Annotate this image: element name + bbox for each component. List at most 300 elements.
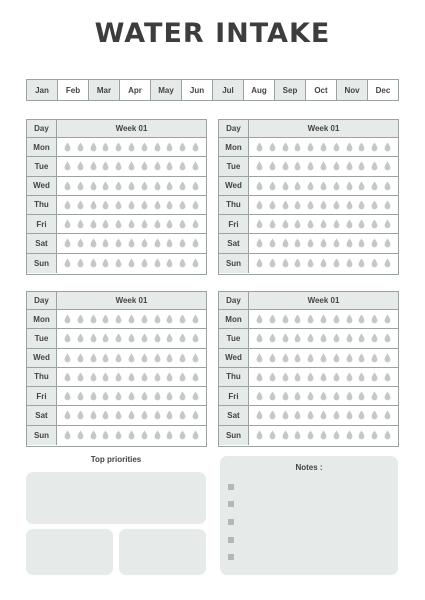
water-drop-icon[interactable] [294, 391, 301, 401]
water-drop-icon[interactable] [269, 430, 276, 440]
water-drop-icon[interactable] [384, 391, 391, 401]
water-drop-icon[interactable] [358, 142, 365, 152]
water-drop-icon[interactable] [294, 314, 301, 324]
water-drop-icon[interactable] [154, 238, 161, 248]
water-drop-icon[interactable] [77, 181, 84, 191]
water-drop-icon[interactable] [179, 372, 186, 382]
water-drop-icon[interactable] [77, 353, 84, 363]
water-drop-icon[interactable] [141, 314, 148, 324]
water-drop-icon[interactable] [166, 142, 173, 152]
water-drop-icon[interactable] [256, 333, 263, 343]
water-drop-icon[interactable] [269, 314, 276, 324]
water-drop-icon[interactable] [90, 200, 97, 210]
water-drop-icon[interactable] [307, 333, 314, 343]
water-drop-icon[interactable] [256, 372, 263, 382]
water-drop-icon[interactable] [282, 219, 289, 229]
water-drop-icon[interactable] [358, 181, 365, 191]
water-drop-icon[interactable] [179, 142, 186, 152]
month-oct[interactable]: Oct [306, 80, 337, 100]
water-drop-icon[interactable] [166, 391, 173, 401]
water-drop-icon[interactable] [128, 430, 135, 440]
water-drop-icon[interactable] [307, 372, 314, 382]
water-drop-icon[interactable] [333, 181, 340, 191]
water-drop-icon[interactable] [294, 238, 301, 248]
water-drop-icon[interactable] [333, 219, 340, 229]
water-drop-icon[interactable] [384, 430, 391, 440]
water-drop-icon[interactable] [141, 219, 148, 229]
water-drop-icon[interactable] [320, 430, 327, 440]
water-drop-icon[interactable] [77, 410, 84, 420]
water-drop-icon[interactable] [294, 372, 301, 382]
water-drop-icon[interactable] [333, 391, 340, 401]
water-drop-icon[interactable] [192, 258, 199, 268]
water-drop-icon[interactable] [346, 314, 353, 324]
water-drop-icon[interactable] [371, 333, 378, 343]
water-drop-icon[interactable] [282, 314, 289, 324]
water-drop-icon[interactable] [358, 410, 365, 420]
water-drop-icon[interactable] [128, 410, 135, 420]
month-nov[interactable]: Nov [337, 80, 368, 100]
water-drop-icon[interactable] [256, 161, 263, 171]
water-drop-icon[interactable] [141, 391, 148, 401]
month-jul[interactable]: Jul [213, 80, 244, 100]
water-drop-icon[interactable] [141, 238, 148, 248]
water-drop-icon[interactable] [269, 161, 276, 171]
water-drop-icon[interactable] [320, 258, 327, 268]
water-drop-icon[interactable] [333, 258, 340, 268]
water-drop-icon[interactable] [333, 333, 340, 343]
water-drop-icon[interactable] [346, 430, 353, 440]
water-drop-icon[interactable] [358, 353, 365, 363]
water-drop-icon[interactable] [115, 391, 122, 401]
water-drop-icon[interactable] [64, 219, 71, 229]
water-drop-icon[interactable] [102, 142, 109, 152]
water-drop-icon[interactable] [333, 353, 340, 363]
water-drop-icon[interactable] [154, 258, 161, 268]
water-drop-icon[interactable] [282, 430, 289, 440]
water-drop-icon[interactable] [154, 219, 161, 229]
water-drop-icon[interactable] [192, 161, 199, 171]
water-drop-icon[interactable] [269, 353, 276, 363]
water-drop-icon[interactable] [320, 142, 327, 152]
water-drop-icon[interactable] [102, 410, 109, 420]
water-drop-icon[interactable] [102, 333, 109, 343]
water-drop-icon[interactable] [384, 142, 391, 152]
water-drop-icon[interactable] [358, 333, 365, 343]
water-drop-icon[interactable] [154, 333, 161, 343]
water-drop-icon[interactable] [154, 181, 161, 191]
water-drop-icon[interactable] [77, 238, 84, 248]
water-drop-icon[interactable] [269, 372, 276, 382]
water-drop-icon[interactable] [256, 200, 263, 210]
water-drop-icon[interactable] [371, 372, 378, 382]
water-drop-icon[interactable] [269, 410, 276, 420]
water-drop-icon[interactable] [166, 333, 173, 343]
water-drop-icon[interactable] [179, 219, 186, 229]
water-drop-icon[interactable] [320, 181, 327, 191]
water-drop-icon[interactable] [256, 410, 263, 420]
water-drop-icon[interactable] [256, 238, 263, 248]
water-drop-icon[interactable] [141, 258, 148, 268]
water-drop-icon[interactable] [64, 314, 71, 324]
water-drop-icon[interactable] [320, 200, 327, 210]
water-drop-icon[interactable] [358, 391, 365, 401]
month-may[interactable]: May [151, 80, 182, 100]
water-drop-icon[interactable] [371, 410, 378, 420]
water-drop-icon[interactable] [282, 181, 289, 191]
water-drop-icon[interactable] [371, 200, 378, 210]
water-drop-icon[interactable] [141, 333, 148, 343]
water-drop-icon[interactable] [128, 200, 135, 210]
month-apr[interactable]: Apr [120, 80, 151, 100]
water-drop-icon[interactable] [294, 430, 301, 440]
month-dec[interactable]: Dec [375, 85, 391, 95]
water-drop-icon[interactable] [282, 142, 289, 152]
water-drop-icon[interactable] [90, 391, 97, 401]
water-drop-icon[interactable] [128, 353, 135, 363]
water-drop-icon[interactable] [256, 314, 263, 324]
water-drop-icon[interactable] [154, 353, 161, 363]
water-drop-icon[interactable] [128, 314, 135, 324]
water-drop-icon[interactable] [358, 161, 365, 171]
water-drop-icon[interactable] [384, 238, 391, 248]
water-drop-icon[interactable] [128, 219, 135, 229]
water-drop-icon[interactable] [64, 430, 71, 440]
water-drop-icon[interactable] [307, 200, 314, 210]
water-drop-icon[interactable] [115, 430, 122, 440]
water-drop-icon[interactable] [346, 333, 353, 343]
priority-box-left[interactable] [26, 529, 113, 575]
water-drop-icon[interactable] [269, 219, 276, 229]
water-drop-icon[interactable] [307, 410, 314, 420]
water-drop-icon[interactable] [128, 181, 135, 191]
water-drop-icon[interactable] [371, 142, 378, 152]
notes-panel[interactable] [220, 456, 398, 575]
water-drop-icon[interactable] [179, 391, 186, 401]
water-drop-icon[interactable] [141, 181, 148, 191]
water-drop-icon[interactable] [269, 181, 276, 191]
water-drop-icon[interactable] [282, 161, 289, 171]
water-drop-icon[interactable] [346, 353, 353, 363]
water-drop-icon[interactable] [307, 161, 314, 171]
water-drop-icon[interactable] [333, 200, 340, 210]
water-drop-icon[interactable] [90, 430, 97, 440]
water-drop-icon[interactable] [115, 333, 122, 343]
water-drop-icon[interactable] [77, 142, 84, 152]
water-drop-icon[interactable] [282, 238, 289, 248]
water-drop-icon[interactable] [256, 391, 263, 401]
water-drop-icon[interactable] [358, 200, 365, 210]
water-drop-icon[interactable] [282, 258, 289, 268]
water-drop-icon[interactable] [90, 410, 97, 420]
water-drop-icon[interactable] [282, 353, 289, 363]
water-drop-icon[interactable] [141, 142, 148, 152]
water-drop-icon[interactable] [179, 410, 186, 420]
water-drop-icon[interactable] [333, 238, 340, 248]
water-drop-icon[interactable] [64, 181, 71, 191]
water-drop-icon[interactable] [358, 238, 365, 248]
water-drop-icon[interactable] [294, 161, 301, 171]
water-drop-icon[interactable] [192, 200, 199, 210]
water-drop-icon[interactable] [307, 219, 314, 229]
water-drop-icon[interactable] [64, 258, 71, 268]
water-drop-icon[interactable] [154, 314, 161, 324]
water-drop-icon[interactable] [333, 410, 340, 420]
water-drop-icon[interactable] [102, 391, 109, 401]
water-drop-icon[interactable] [192, 142, 199, 152]
water-drop-icon[interactable] [320, 391, 327, 401]
water-drop-icon[interactable] [166, 200, 173, 210]
water-drop-icon[interactable] [141, 372, 148, 382]
water-drop-icon[interactable] [128, 258, 135, 268]
water-drop-icon[interactable] [294, 219, 301, 229]
water-drop-icon[interactable] [77, 258, 84, 268]
water-drop-icon[interactable] [166, 181, 173, 191]
water-drop-icon[interactable] [256, 258, 263, 268]
water-drop-icon[interactable] [179, 430, 186, 440]
water-drop-icon[interactable] [179, 333, 186, 343]
water-drop-icon[interactable] [77, 430, 84, 440]
water-drop-icon[interactable] [384, 200, 391, 210]
water-drop-icon[interactable] [371, 161, 378, 171]
water-drop-icon[interactable] [64, 238, 71, 248]
month-mar[interactable]: Mar [89, 80, 120, 100]
water-drop-icon[interactable] [128, 238, 135, 248]
water-drop-icon[interactable] [179, 200, 186, 210]
water-drop-icon[interactable] [346, 391, 353, 401]
water-drop-icon[interactable] [346, 219, 353, 229]
water-drop-icon[interactable] [358, 219, 365, 229]
water-drop-icon[interactable] [346, 200, 353, 210]
water-drop-icon[interactable] [115, 219, 122, 229]
water-drop-icon[interactable] [371, 219, 378, 229]
water-drop-icon[interactable] [294, 200, 301, 210]
water-drop-icon[interactable] [128, 333, 135, 343]
water-drop-icon[interactable] [269, 200, 276, 210]
water-drop-icon[interactable] [371, 238, 378, 248]
water-drop-icon[interactable] [256, 142, 263, 152]
water-drop-icon[interactable] [269, 238, 276, 248]
water-drop-icon[interactable] [307, 181, 314, 191]
water-drop-icon[interactable] [192, 391, 199, 401]
water-drop-icon[interactable] [192, 430, 199, 440]
month-jun[interactable]: Jun [182, 80, 213, 100]
water-drop-icon[interactable] [371, 314, 378, 324]
water-drop-icon[interactable] [294, 353, 301, 363]
water-drop-icon[interactable] [320, 161, 327, 171]
water-drop-icon[interactable] [192, 353, 199, 363]
water-drop-icon[interactable] [384, 258, 391, 268]
water-drop-icon[interactable] [282, 200, 289, 210]
water-drop-icon[interactable] [256, 430, 263, 440]
water-drop-icon[interactable] [64, 200, 71, 210]
water-drop-icon[interactable] [102, 219, 109, 229]
water-drop-icon[interactable] [294, 142, 301, 152]
water-drop-icon[interactable] [320, 238, 327, 248]
water-drop-icon[interactable] [90, 161, 97, 171]
water-drop-icon[interactable] [128, 161, 135, 171]
water-drop-icon[interactable] [307, 142, 314, 152]
water-drop-icon[interactable] [64, 410, 71, 420]
water-drop-icon[interactable] [294, 333, 301, 343]
water-drop-icon[interactable] [384, 181, 391, 191]
water-drop-icon[interactable] [90, 238, 97, 248]
water-drop-icon[interactable] [179, 353, 186, 363]
water-drop-icon[interactable] [154, 372, 161, 382]
water-drop-icon[interactable] [64, 142, 71, 152]
water-drop-icon[interactable] [358, 258, 365, 268]
water-drop-icon[interactable] [166, 353, 173, 363]
water-drop-icon[interactable] [77, 200, 84, 210]
water-drop-icon[interactable] [333, 372, 340, 382]
water-drop-icon[interactable] [307, 391, 314, 401]
water-drop-icon[interactable] [320, 410, 327, 420]
water-drop-icon[interactable] [166, 238, 173, 248]
month-aug[interactable]: Aug [244, 80, 275, 100]
water-drop-icon[interactable] [166, 430, 173, 440]
water-drop-icon[interactable] [320, 353, 327, 363]
water-drop-icon[interactable] [102, 353, 109, 363]
water-drop-icon[interactable] [346, 258, 353, 268]
water-drop-icon[interactable] [154, 391, 161, 401]
water-drop-icon[interactable] [102, 314, 109, 324]
water-drop-icon[interactable] [179, 161, 186, 171]
water-drop-icon[interactable] [102, 161, 109, 171]
water-drop-icon[interactable] [77, 333, 84, 343]
water-drop-icon[interactable] [269, 258, 276, 268]
water-drop-icon[interactable] [269, 142, 276, 152]
water-drop-icon[interactable] [141, 353, 148, 363]
water-drop-icon[interactable] [154, 161, 161, 171]
water-drop-icon[interactable] [358, 372, 365, 382]
water-drop-icon[interactable] [179, 238, 186, 248]
water-drop-icon[interactable] [128, 142, 135, 152]
water-drop-icon[interactable] [141, 430, 148, 440]
water-drop-icon[interactable] [371, 258, 378, 268]
water-drop-icon[interactable] [192, 181, 199, 191]
water-drop-icon[interactable] [77, 161, 84, 171]
priority-box-right[interactable] [119, 529, 206, 575]
water-drop-icon[interactable] [64, 161, 71, 171]
water-drop-icon[interactable] [384, 161, 391, 171]
water-drop-icon[interactable] [346, 142, 353, 152]
water-drop-icon[interactable] [115, 258, 122, 268]
water-drop-icon[interactable] [346, 410, 353, 420]
water-drop-icon[interactable] [64, 333, 71, 343]
water-drop-icon[interactable] [333, 430, 340, 440]
water-drop-icon[interactable] [102, 372, 109, 382]
water-drop-icon[interactable] [384, 372, 391, 382]
water-drop-icon[interactable] [384, 410, 391, 420]
water-drop-icon[interactable] [115, 181, 122, 191]
water-drop-icon[interactable] [128, 391, 135, 401]
water-drop-icon[interactable] [115, 238, 122, 248]
water-drop-icon[interactable] [358, 314, 365, 324]
water-drop-icon[interactable] [115, 200, 122, 210]
water-drop-icon[interactable] [371, 353, 378, 363]
water-drop-icon[interactable] [192, 410, 199, 420]
water-drop-icon[interactable] [115, 161, 122, 171]
water-drop-icon[interactable] [90, 258, 97, 268]
water-drop-icon[interactable] [102, 238, 109, 248]
water-drop-icon[interactable] [294, 410, 301, 420]
water-drop-icon[interactable] [282, 372, 289, 382]
water-drop-icon[interactable] [179, 181, 186, 191]
water-drop-icon[interactable] [166, 410, 173, 420]
water-drop-icon[interactable] [320, 333, 327, 343]
water-drop-icon[interactable] [90, 181, 97, 191]
water-drop-icon[interactable] [102, 200, 109, 210]
water-drop-icon[interactable] [90, 372, 97, 382]
water-drop-icon[interactable] [282, 410, 289, 420]
water-drop-icon[interactable] [333, 142, 340, 152]
water-drop-icon[interactable] [141, 410, 148, 420]
water-drop-icon[interactable] [64, 353, 71, 363]
water-drop-icon[interactable] [307, 353, 314, 363]
water-drop-icon[interactable] [269, 391, 276, 401]
water-drop-icon[interactable] [128, 372, 135, 382]
water-drop-icon[interactable] [77, 219, 84, 229]
water-drop-icon[interactable] [166, 258, 173, 268]
water-drop-icon[interactable] [346, 161, 353, 171]
water-drop-icon[interactable] [90, 353, 97, 363]
water-drop-icon[interactable] [64, 391, 71, 401]
water-drop-icon[interactable] [154, 430, 161, 440]
water-drop-icon[interactable] [154, 200, 161, 210]
water-drop-icon[interactable] [102, 181, 109, 191]
water-drop-icon[interactable] [77, 372, 84, 382]
water-drop-icon[interactable] [166, 161, 173, 171]
water-drop-icon[interactable] [333, 161, 340, 171]
water-drop-icon[interactable] [371, 430, 378, 440]
water-drop-icon[interactable] [346, 372, 353, 382]
water-drop-icon[interactable] [384, 219, 391, 229]
water-drop-icon[interactable] [154, 410, 161, 420]
water-drop-icon[interactable] [320, 372, 327, 382]
water-drop-icon[interactable] [90, 314, 97, 324]
water-drop-icon[interactable] [90, 333, 97, 343]
water-drop-icon[interactable] [269, 333, 276, 343]
water-drop-icon[interactable] [282, 333, 289, 343]
water-drop-icon[interactable] [384, 333, 391, 343]
water-drop-icon[interactable] [256, 181, 263, 191]
month-sep[interactable]: Sep [275, 80, 306, 100]
water-drop-icon[interactable] [115, 142, 122, 152]
water-drop-icon[interactable] [384, 353, 391, 363]
water-drop-icon[interactable] [371, 181, 378, 191]
water-drop-icon[interactable] [179, 258, 186, 268]
water-drop-icon[interactable] [166, 314, 173, 324]
water-drop-icon[interactable] [77, 391, 84, 401]
water-drop-icon[interactable] [358, 430, 365, 440]
water-drop-icon[interactable] [294, 181, 301, 191]
water-drop-icon[interactable] [256, 219, 263, 229]
water-drop-icon[interactable] [294, 258, 301, 268]
water-drop-icon[interactable] [307, 314, 314, 324]
water-drop-icon[interactable] [90, 142, 97, 152]
water-drop-icon[interactable] [307, 238, 314, 248]
water-drop-icon[interactable] [371, 391, 378, 401]
water-drop-icon[interactable] [282, 391, 289, 401]
water-drop-icon[interactable] [166, 372, 173, 382]
water-drop-icon[interactable] [307, 258, 314, 268]
water-drop-icon[interactable] [102, 258, 109, 268]
water-drop-icon[interactable] [115, 372, 122, 382]
water-drop-icon[interactable] [64, 372, 71, 382]
water-drop-icon[interactable] [141, 161, 148, 171]
water-drop-icon[interactable] [179, 314, 186, 324]
water-drop-icon[interactable] [115, 353, 122, 363]
